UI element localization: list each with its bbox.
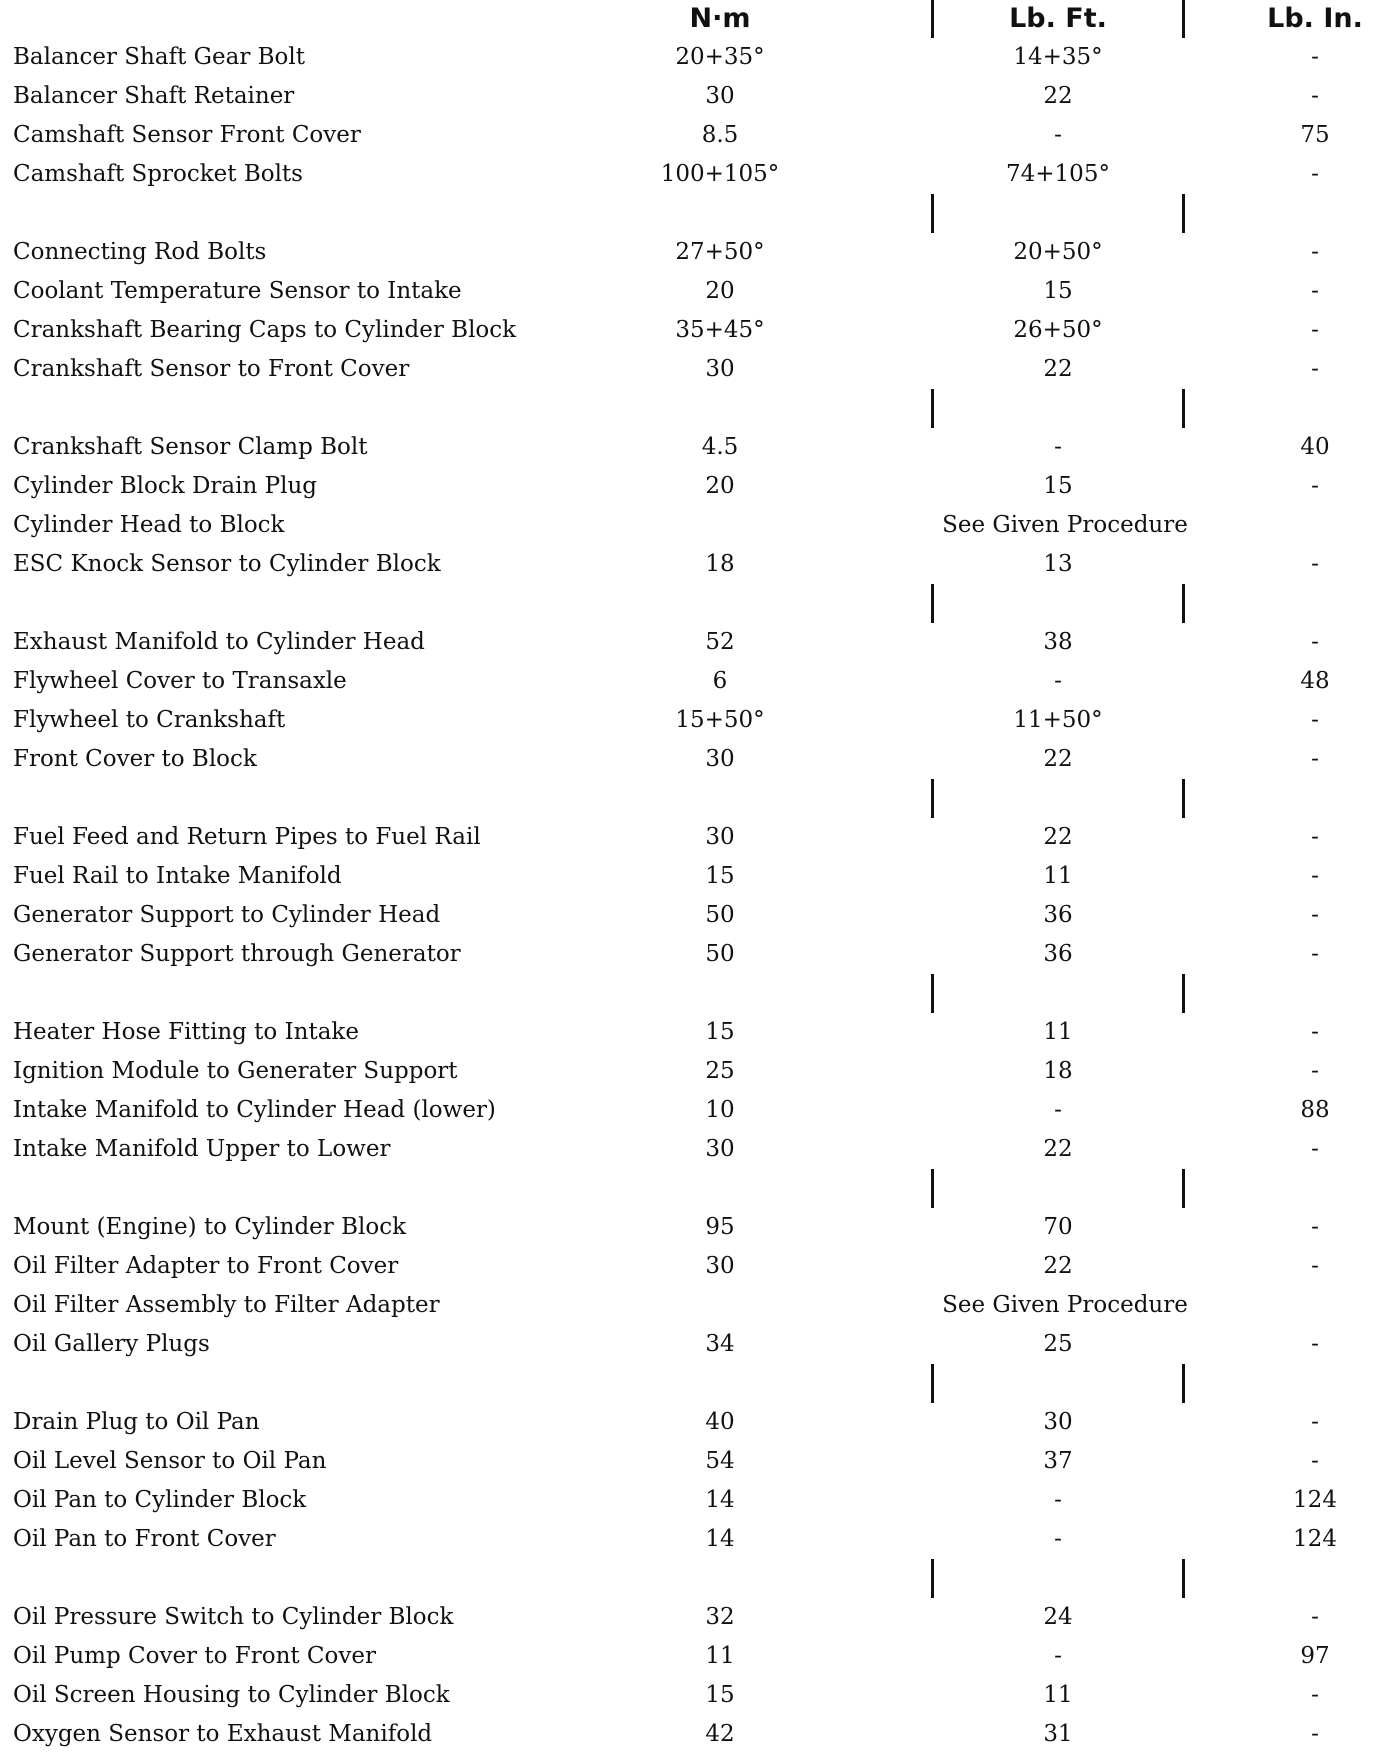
value-lb-ft: 30	[1043, 1409, 1073, 1435]
table-row	[0, 1091, 1392, 1130]
value-nm: 50	[705, 941, 735, 967]
table-row	[0, 623, 1392, 662]
value-lb-ft: -	[1054, 1097, 1062, 1123]
value-nm: 14	[705, 1487, 735, 1513]
value-lb-ft: 22	[1043, 1253, 1073, 1279]
value-nm: 30	[705, 356, 735, 382]
value-lb-ft: -	[1054, 434, 1062, 460]
component-name: Fuel Rail to Intake Manifold	[13, 863, 342, 889]
value-lb-in: 40	[1300, 434, 1330, 460]
value-lb-ft: 20+50°	[1013, 239, 1103, 265]
value-lb-ft: 22	[1043, 746, 1073, 772]
table-row	[0, 350, 1392, 389]
value-nm: 30	[705, 824, 735, 850]
value-nm: 14	[705, 1526, 735, 1552]
table-row	[0, 1442, 1392, 1481]
component-name: Oxygen Sensor to Exhaust Manifold	[13, 1721, 433, 1747]
value-lb-in: -	[1311, 1136, 1319, 1162]
table-row	[0, 545, 1392, 584]
component-name: Oil Pressure Switch to Cylinder Block	[13, 1604, 454, 1630]
value-lb-in: -	[1311, 1019, 1319, 1045]
value-lb-in: -	[1311, 1058, 1319, 1084]
value-lb-ft: 22	[1043, 83, 1073, 109]
table-row	[0, 1598, 1392, 1637]
value-lb-in: -	[1311, 161, 1319, 187]
component-name: Intake Manifold Upper to Lower	[13, 1136, 391, 1162]
component-name: Oil Gallery Plugs	[13, 1331, 210, 1357]
value-lb-in: 97	[1300, 1643, 1330, 1669]
table-row	[0, 857, 1392, 896]
value-lb-in: -	[1311, 1682, 1319, 1708]
value-nm: 15	[705, 1682, 735, 1708]
value-lb-ft: 36	[1043, 941, 1073, 967]
component-name: Intake Manifold to Cylinder Head (lower)	[13, 1097, 496, 1123]
value-nm: 52	[705, 629, 735, 655]
table-row	[0, 428, 1392, 467]
table-row	[0, 1325, 1392, 1364]
value-lb-in: -	[1311, 863, 1319, 889]
table-row	[0, 1520, 1392, 1559]
procedure-note: See Given Procedure	[935, 1286, 1195, 1325]
table-row	[0, 818, 1392, 857]
value-lb-ft: 11	[1043, 1019, 1073, 1045]
value-lb-ft: 11+50°	[1013, 707, 1103, 733]
value-nm: 30	[705, 1136, 735, 1162]
value-nm: 20	[705, 278, 735, 304]
value-nm: 100+105°	[660, 161, 780, 187]
value-lb-in: -	[1311, 746, 1319, 772]
value-nm: 34	[705, 1331, 735, 1357]
value-nm: 27+50°	[675, 239, 765, 265]
component-name: Generator Support through Generator	[13, 941, 461, 967]
value-lb-in: -	[1311, 551, 1319, 577]
value-nm: 54	[705, 1448, 735, 1474]
value-nm: 40	[705, 1409, 735, 1435]
table-row	[0, 506, 1392, 545]
value-lb-in: 48	[1300, 668, 1330, 694]
value-lb-ft: -	[1054, 1487, 1062, 1513]
torque-table-body	[0, 38, 1392, 1754]
table-row	[0, 935, 1392, 974]
value-nm: 4.5	[701, 434, 739, 460]
value-lb-in: 124	[1293, 1487, 1337, 1513]
value-lb-in: -	[1311, 1721, 1319, 1747]
value-nm: 6	[712, 668, 728, 694]
value-lb-ft: 31	[1043, 1721, 1073, 1747]
value-lb-in: 124	[1293, 1526, 1337, 1552]
value-nm: 10	[705, 1097, 735, 1123]
table-row	[0, 1247, 1392, 1286]
component-name: Connecting Rod Bolts	[13, 239, 267, 265]
table-row	[0, 701, 1392, 740]
value-nm: 18	[705, 551, 735, 577]
table-row	[0, 77, 1392, 116]
value-nm: 15+50°	[675, 707, 765, 733]
component-name: Mount (Engine) to Cylinder Block	[13, 1214, 407, 1240]
value-nm: 11	[705, 1643, 735, 1669]
component-name: Ignition Module to Generater Support	[13, 1058, 458, 1084]
table-row	[0, 1013, 1392, 1052]
value-lb-ft: 15	[1043, 473, 1073, 499]
value-nm: 42	[705, 1721, 735, 1747]
component-name: Oil Pan to Front Cover	[13, 1526, 276, 1552]
value-lb-ft: 26+50°	[1013, 317, 1103, 343]
value-nm: 25	[705, 1058, 735, 1084]
component-name: Oil Pan to Cylinder Block	[13, 1487, 307, 1513]
value-lb-ft: 38	[1043, 629, 1073, 655]
value-lb-in: -	[1311, 1409, 1319, 1435]
value-lb-in: -	[1311, 473, 1319, 499]
header-lb-in: Lb. In.	[1267, 3, 1363, 34]
table-row	[0, 1286, 1392, 1325]
component-name: Fuel Feed and Return Pipes to Fuel Rail	[13, 824, 481, 850]
value-lb-ft: 11	[1043, 1682, 1073, 1708]
value-nm: 15	[705, 1019, 735, 1045]
table-row	[0, 155, 1392, 194]
value-lb-in: -	[1311, 44, 1319, 70]
table-row	[0, 1637, 1392, 1676]
table-row	[0, 1715, 1392, 1754]
value-lb-in: -	[1311, 1253, 1319, 1279]
value-lb-ft: 13	[1043, 551, 1073, 577]
value-lb-in: -	[1311, 1604, 1319, 1630]
value-nm: 50	[705, 902, 735, 928]
value-lb-in: -	[1311, 356, 1319, 382]
table-row	[0, 662, 1392, 701]
value-lb-in: 75	[1300, 122, 1330, 148]
value-nm: 20+35°	[675, 44, 765, 70]
value-lb-in: -	[1311, 239, 1319, 265]
value-nm: 32	[705, 1604, 735, 1630]
value-lb-in: -	[1311, 629, 1319, 655]
value-lb-in: -	[1311, 1214, 1319, 1240]
component-name: Balancer Shaft Gear Bolt	[13, 44, 305, 70]
component-name: Cylinder Block Drain Plug	[13, 473, 317, 499]
component-name: Front Cover to Block	[13, 746, 257, 772]
table-row	[0, 116, 1392, 155]
component-name: Oil Filter Assembly to Filter Adapter	[13, 1292, 440, 1318]
value-lb-ft: 74+105°	[1006, 161, 1110, 187]
value-lb-in: -	[1311, 317, 1319, 343]
component-name: Camshaft Sensor Front Cover	[13, 122, 361, 148]
value-lb-in: -	[1311, 824, 1319, 850]
header-nm: N·m	[689, 3, 751, 34]
component-name: Oil Pump Cover to Front Cover	[13, 1643, 376, 1669]
value-lb-in: -	[1311, 1331, 1319, 1357]
table-row	[0, 1052, 1392, 1091]
component-name: Crankshaft Sensor Clamp Bolt	[13, 434, 368, 460]
table-row	[0, 740, 1392, 779]
value-lb-ft: 15	[1043, 278, 1073, 304]
component-name: Heater Hose Fitting to Intake	[13, 1019, 359, 1045]
component-name: Flywheel to Crankshaft	[13, 707, 286, 733]
value-lb-ft: 22	[1043, 824, 1073, 850]
value-lb-ft: 24	[1043, 1604, 1073, 1630]
component-name: Exhaust Manifold to Cylinder Head	[13, 629, 425, 655]
component-name: Oil Filter Adapter to Front Cover	[13, 1253, 399, 1279]
value-lb-in: -	[1311, 902, 1319, 928]
value-nm: 15	[705, 863, 735, 889]
component-name: Crankshaft Sensor to Front Cover	[13, 356, 410, 382]
component-name: Cylinder Head to Block	[13, 512, 285, 538]
table-row	[0, 1481, 1392, 1520]
value-lb-in: -	[1311, 278, 1319, 304]
value-lb-in: -	[1311, 83, 1319, 109]
component-name: Oil Level Sensor to Oil Pan	[13, 1448, 327, 1474]
value-nm: 8.5	[701, 122, 739, 148]
value-lb-ft: 14+35°	[1013, 44, 1103, 70]
value-lb-ft: 36	[1043, 902, 1073, 928]
component-name: Flywheel Cover to Transaxle	[13, 668, 347, 694]
value-nm: 30	[705, 83, 735, 109]
value-lb-ft: 37	[1043, 1448, 1073, 1474]
table-row	[0, 896, 1392, 935]
value-lb-ft: -	[1054, 668, 1062, 694]
table-row	[0, 1403, 1392, 1442]
value-lb-ft: 70	[1043, 1214, 1073, 1240]
component-name: Camshaft Sprocket Bolts	[13, 161, 303, 187]
component-name: Coolant Temperature Sensor to Intake	[13, 278, 462, 304]
value-nm: 95	[705, 1214, 735, 1240]
value-nm: 30	[705, 1253, 735, 1279]
component-name: Crankshaft Bearing Caps to Cylinder Block	[13, 317, 517, 343]
component-name: Balancer Shaft Retainer	[13, 83, 295, 109]
table-row	[0, 38, 1392, 77]
table-row	[0, 467, 1392, 506]
value-lb-ft: -	[1054, 122, 1062, 148]
value-lb-ft: -	[1054, 1526, 1062, 1552]
value-lb-ft: 22	[1043, 356, 1073, 382]
value-lb-in: -	[1311, 1448, 1319, 1474]
table-row	[0, 1208, 1392, 1247]
procedure-note: See Given Procedure	[935, 506, 1195, 545]
value-nm: 30	[705, 746, 735, 772]
value-lb-ft: 11	[1043, 863, 1073, 889]
value-lb-in: 88	[1300, 1097, 1330, 1123]
value-lb-in: -	[1311, 707, 1319, 733]
table-row	[0, 1676, 1392, 1715]
value-lb-in: -	[1311, 941, 1319, 967]
component-name: Generator Support to Cylinder Head	[13, 902, 441, 928]
value-lb-ft: -	[1054, 1643, 1062, 1669]
component-name: Oil Screen Housing to Cylinder Block	[13, 1682, 450, 1708]
value-nm: 35+45°	[675, 317, 765, 343]
value-lb-ft: 25	[1043, 1331, 1073, 1357]
value-lb-ft: 22	[1043, 1136, 1073, 1162]
table-row	[0, 233, 1392, 272]
table-row	[0, 311, 1392, 350]
table-row	[0, 272, 1392, 311]
header-lb-ft: Lb. Ft.	[1009, 3, 1107, 34]
value-nm: 20	[705, 473, 735, 499]
component-name: Drain Plug to Oil Pan	[13, 1409, 260, 1435]
table-row	[0, 1130, 1392, 1169]
value-lb-ft: 18	[1043, 1058, 1073, 1084]
component-name: ESC Knock Sensor to Cylinder Block	[13, 551, 441, 577]
